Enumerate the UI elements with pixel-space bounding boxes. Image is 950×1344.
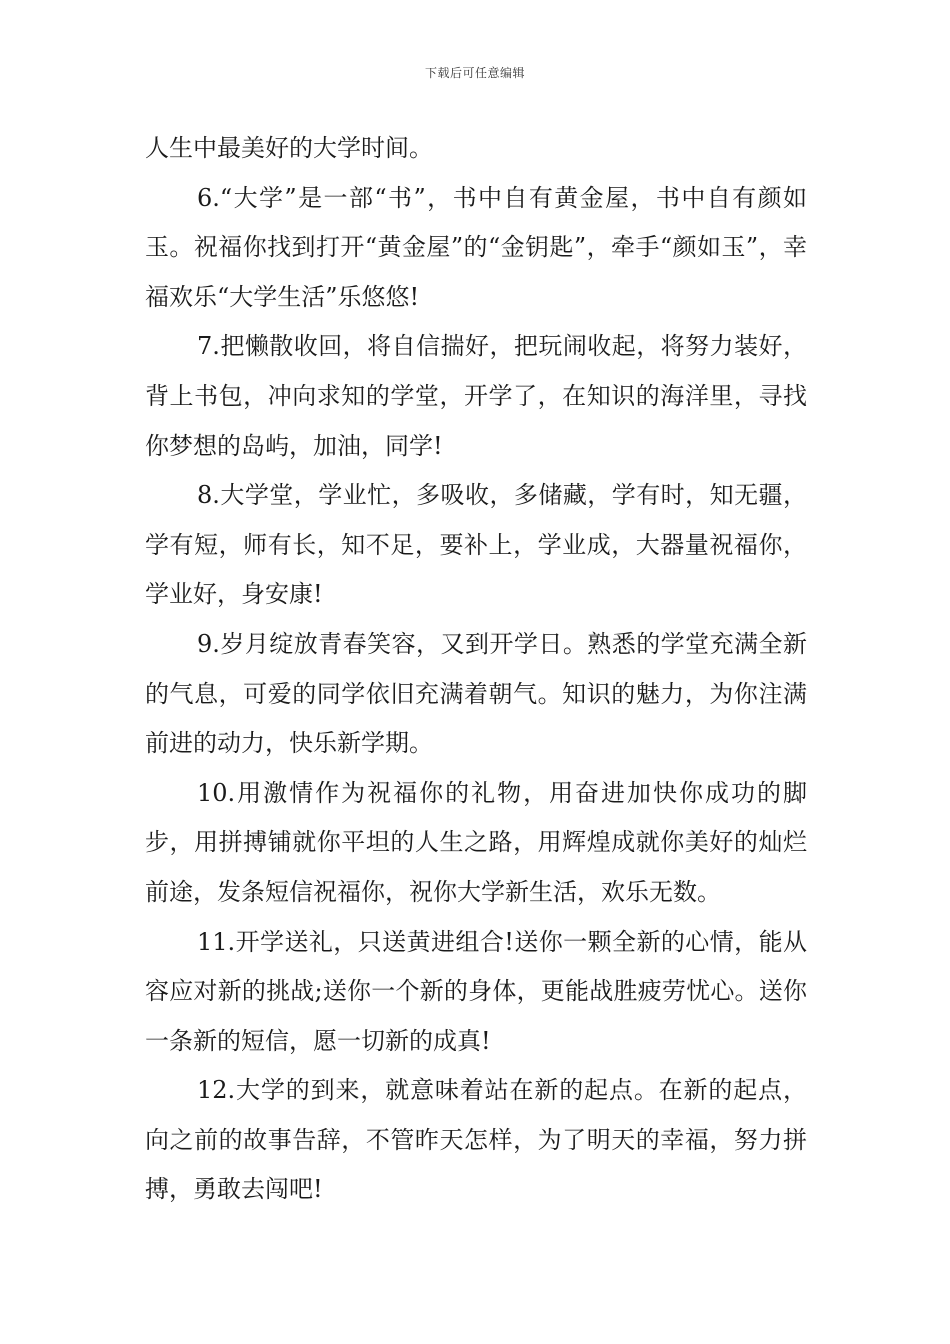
paragraph-item-12: 12.大学的到来，就意味着站在新的起点。在新的起点，向之前的故事告辞，不管昨天怎样，为了明天的幸福，努力拼搏，勇敢去闯吧! [145, 1076, 807, 1204]
document-body [145, 124, 807, 1215]
paragraph-item-6: 6.“大学”是一部“书”，书中自有黄金屋，书中自有颜如玉。祝福你找到打开“黄金屋”的“金钥匙”，牵手“颜如玉”，幸福欢乐“大学生活”乐悠悠! [145, 183, 807, 311]
paragraph-item-11: 11.开学送礼，只送黄进组合!送你一颗全新的心情，能从容应对新的挑战;送你一个新的身体，更能战胜疲劳忧心。送你一条新的短信，愿一切新的成真! [145, 927, 807, 1055]
paragraph-item-9: 9.岁月绽放青春笑容，又到开学日。熟悉的学堂充满全新的气息，可爱的同学依旧充满着朝气。知识的魅力，为你注满前进的动力，快乐新学期。 [145, 629, 807, 758]
paragraph-continuation: 人生中最美好的大学时间。 [145, 134, 433, 162]
paragraph-item-8: 8.大学堂，学业忙，多吸收，多储藏，学有时，知无疆，学有短，师有长，知不足，要补上，学业成，大器量祝福你，学业好，身安康! [145, 481, 807, 609]
paragraph-item-7: 7.把懒散收回，将自信揣好，把玩闹收起，将努力装好，背上书包，冲向求知的学堂，开学了，在知识的海洋里，寻找你梦想的岛屿，加油，同学! [145, 332, 807, 460]
header-note: 下载后可任意编辑 [424, 66, 525, 80]
paragraph-item-10: 10.用激情作为祝福你的礼物，用奋进加快你成功的脚步，用拼搏铺就你平坦的人生之路，用辉煌成就你美好的灿烂前途，发条短信祝福你，祝你大学新生活，欢乐无数。 [145, 778, 807, 906]
